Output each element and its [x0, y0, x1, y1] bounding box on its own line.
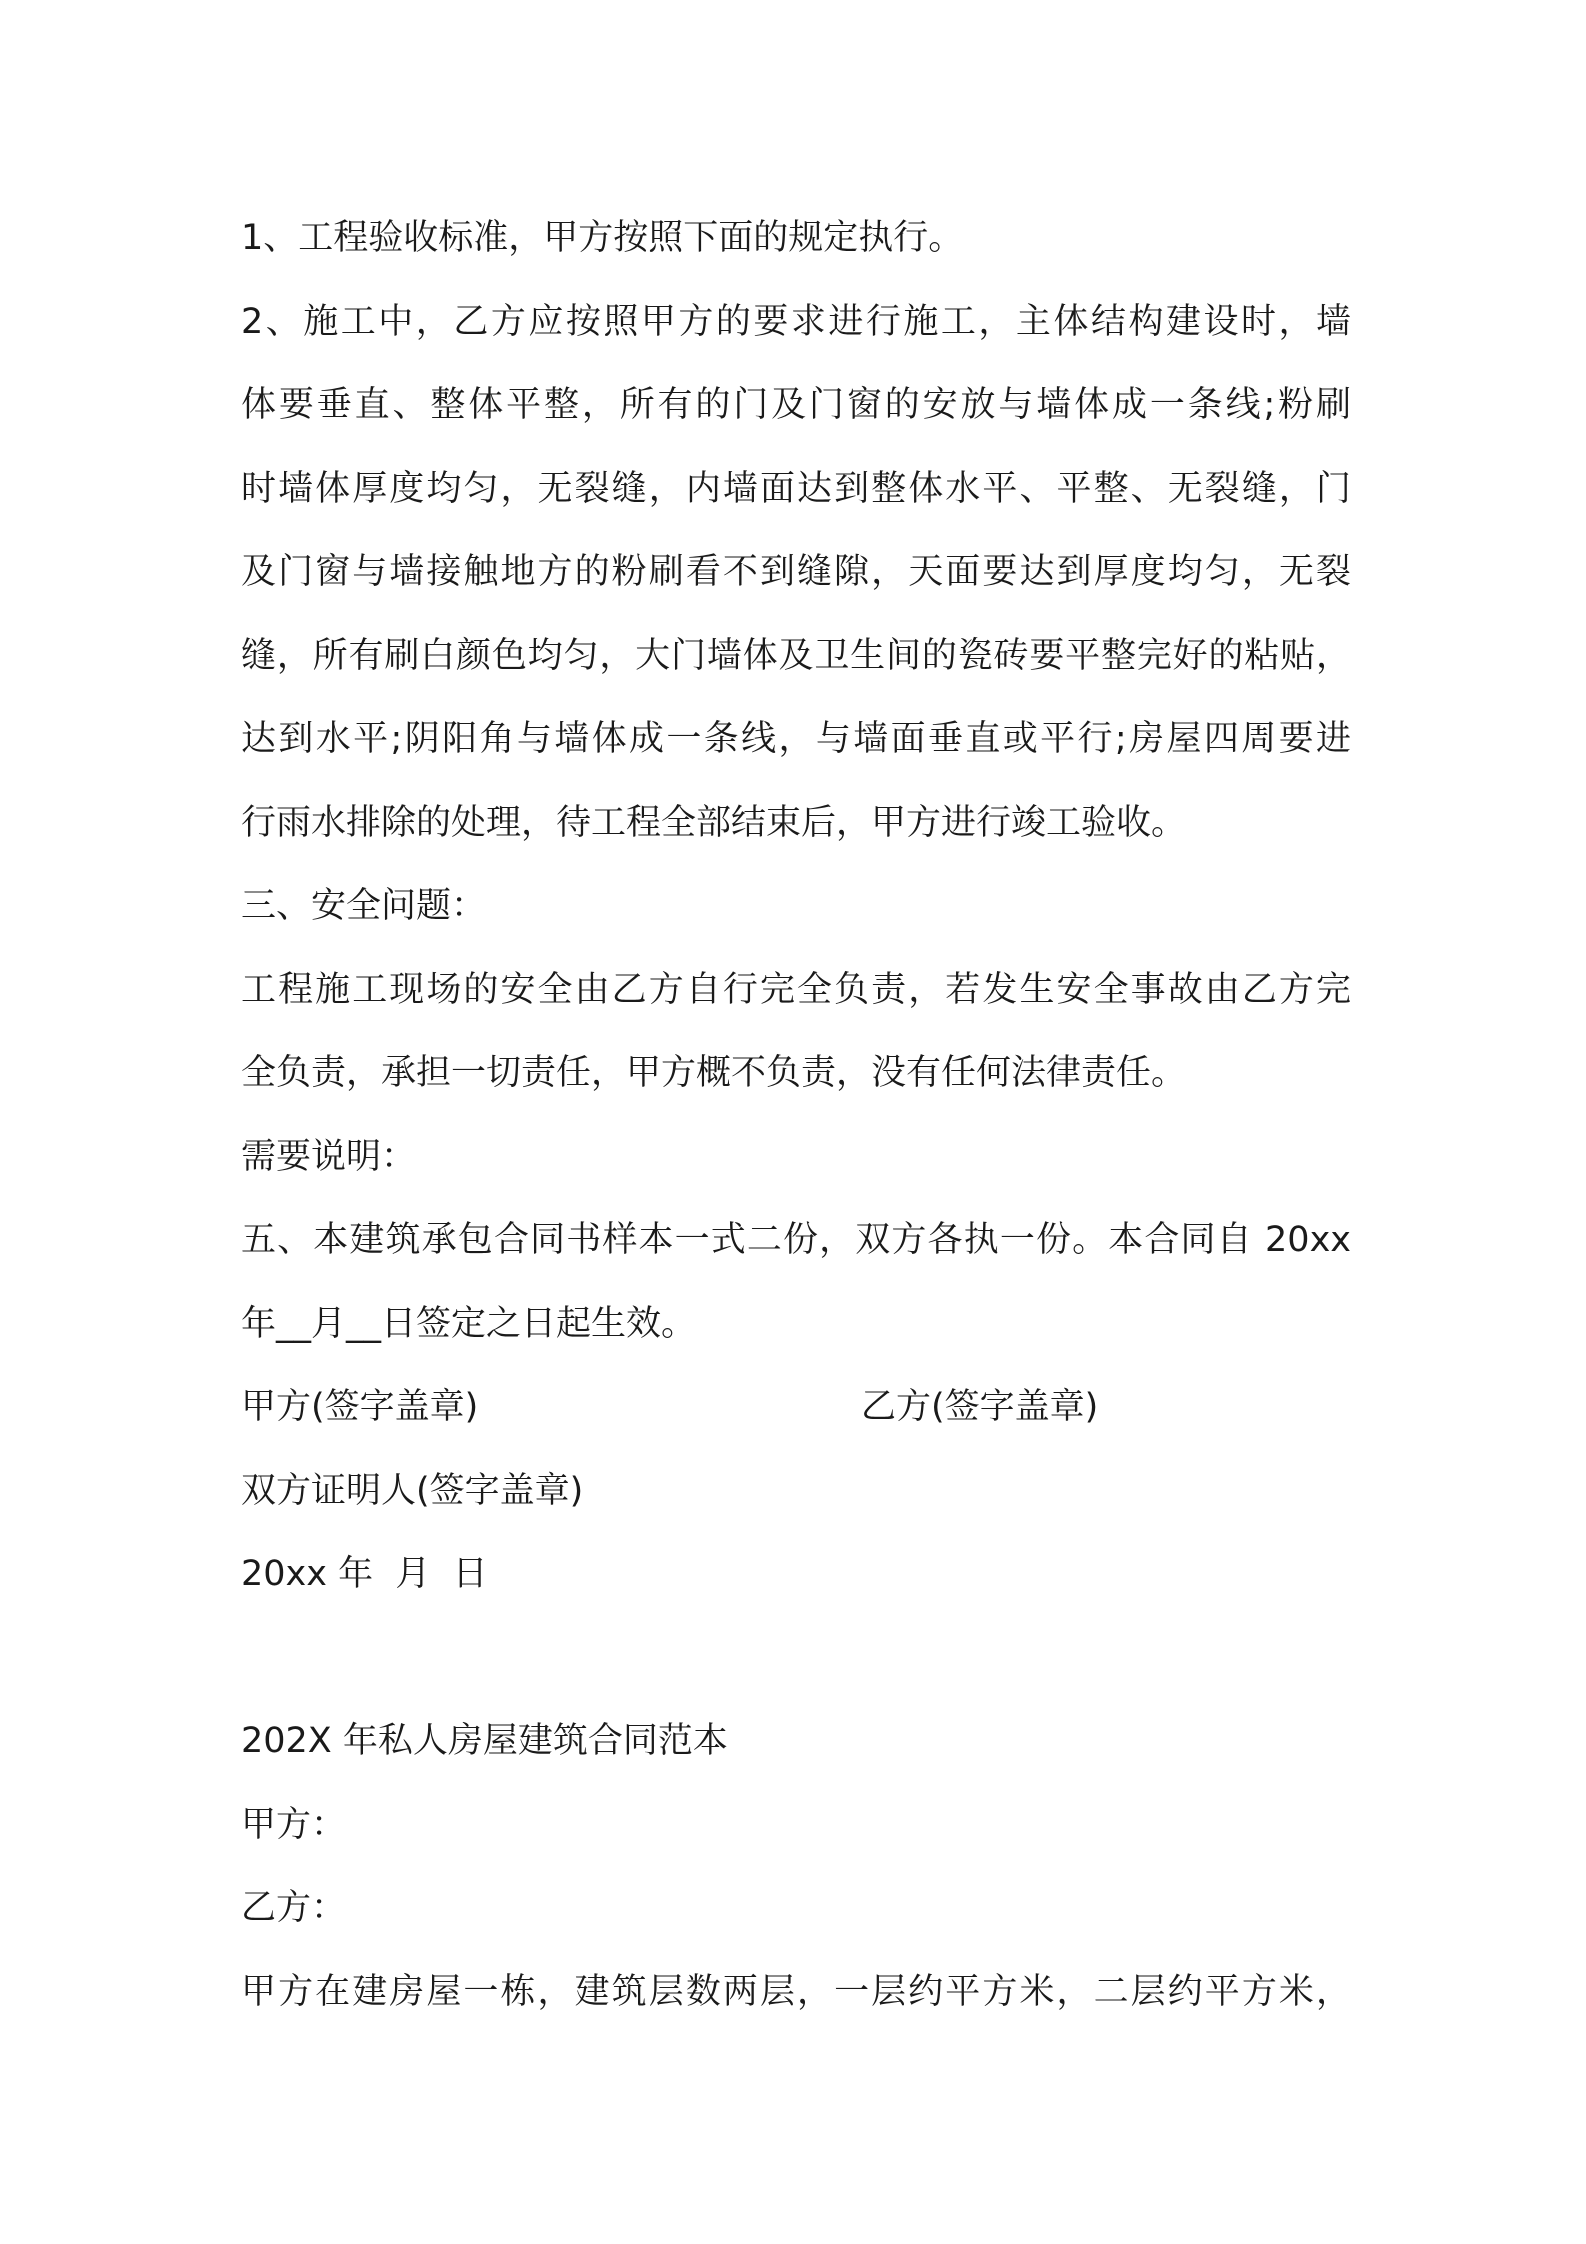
text-line: 及门窗与墙接触地方的粉刷看不到缝隙，天面要达到厚度均匀，无裂: [241, 552, 1351, 592]
acceptance-item-2-line: 行雨水排除的处理，待工程全部结束后，甲方进行竣工验收。: [241, 802, 1187, 843]
notes-heading: 需要说明：: [241, 1136, 417, 1177]
safety-body-line: 全负责，承担一切责任，甲方概不负责，没有任何法律责任。: [241, 1053, 1187, 1093]
party-b-signature: 乙方(签字盖章): [861, 1387, 1099, 1427]
party-a-label: 甲方：: [241, 1804, 347, 1845]
contract-title: 202X 年私人房屋建筑合同范本: [241, 1721, 728, 1761]
acceptance-item-1: 1、工程验收标准，甲方按照下面的规定执行。: [241, 218, 964, 258]
signature-row: [241, 1366, 1361, 1450]
text-line: 五、本建筑承包合同书样本一式二份，双方各执一份。本合同自 20xx: [241, 1220, 1351, 1260]
acceptance-item-2-line: [241, 615, 1361, 699]
acceptance-item-2-line: [241, 531, 1361, 615]
text-line: 时墙体厚度均匀，无裂缝，内墙面达到整体水平、平整、无裂缝，门: [241, 468, 1351, 509]
text-line: 工程施工现场的安全由乙方自行完全负责，若发生安全事故由乙方完: [241, 969, 1351, 1010]
safety-body-line: [241, 949, 1361, 1033]
text-line: 体要垂直、整体平整，所有的门及门窗的安放与墙体成一条线;粉刷: [241, 385, 1351, 425]
text-line: 甲方在建房屋一栋，建筑层数两层，一层约平方米，二层约平方米，: [241, 1971, 1351, 2012]
party-b-label: 乙方：: [241, 1888, 347, 1928]
safety-heading: 三、安全问题：: [241, 886, 487, 926]
document-body: [241, 197, 1361, 2034]
acceptance-item-2-line: [241, 698, 1361, 782]
notes-item-5-line: [241, 1199, 1361, 1283]
notes-item-5-line: 年__月__日签定之日起生效。: [241, 1303, 697, 1344]
contract-intro-line: [241, 1951, 1361, 2035]
witness-signature: 双方证明人(签字盖章): [241, 1470, 584, 1511]
text-line: 达到水平;阴阳角与墙体成一条线，与墙面垂直或平行;房屋四周要进: [241, 719, 1351, 759]
signature-date: 20xx 年 月 日: [241, 1554, 488, 1594]
text-line: 2、施工中，乙方应按照甲方的要求进行施工，主体结构建设时，墙: [241, 301, 1351, 342]
acceptance-item-2-line: [241, 448, 1361, 532]
party-a-signature: 甲方(签字盖章): [241, 1387, 479, 1427]
section-spacer: [241, 1617, 1361, 1701]
acceptance-item-2-line: [241, 364, 1361, 448]
text-line: 缝，所有刷白颜色均匀，大门墙体及卫生间的瓷砖要平整完好的粘贴，: [241, 635, 1351, 676]
acceptance-item-2-line: [241, 281, 1361, 365]
